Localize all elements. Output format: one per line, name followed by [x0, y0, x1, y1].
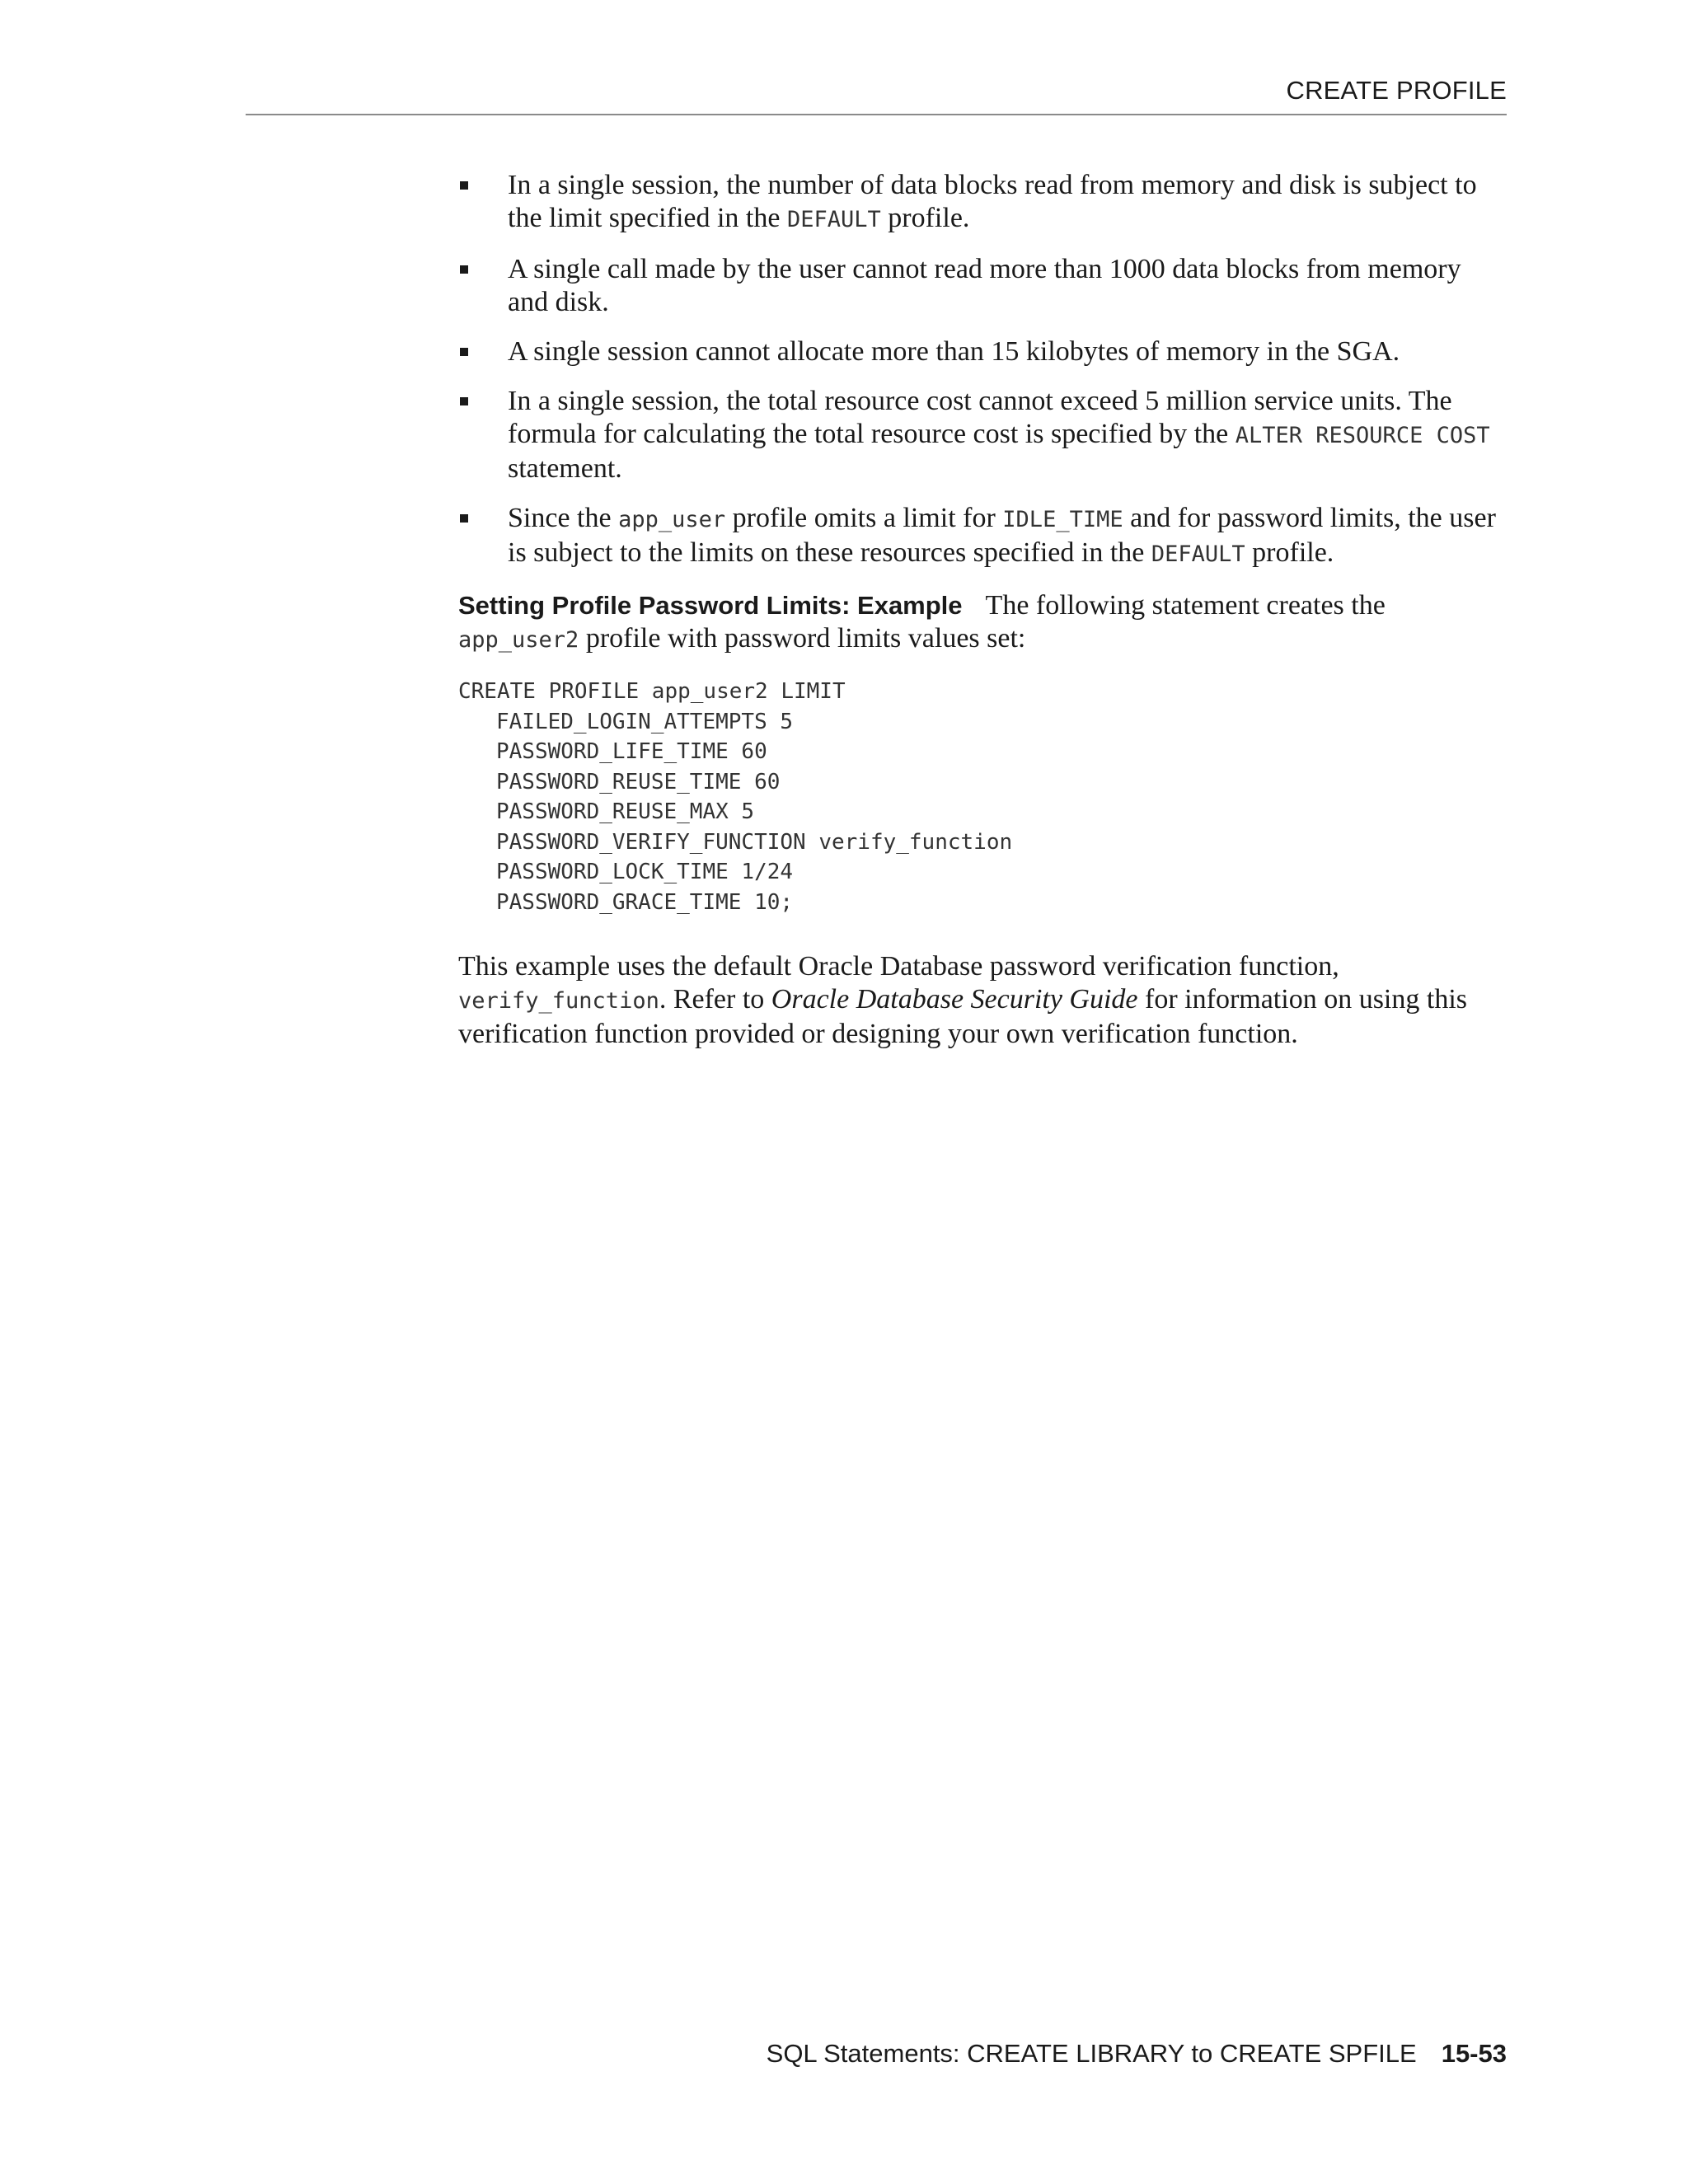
- closing-text: for information on using this verification function provided or designing your own verification function.: [458, 984, 1467, 1049]
- inline-code: DEFAULT: [1151, 541, 1245, 567]
- square-bullet-icon: [460, 181, 468, 190]
- square-bullet-icon: [460, 348, 468, 356]
- bullet-text: A single call made by the user cannot read more than 1000 data blocks from memory and disk.: [508, 254, 1461, 317]
- closing-paragraph: [458, 950, 1507, 1051]
- code-line: PASSWORD_REUSE_TIME 60: [496, 769, 781, 794]
- bullet-list: [458, 169, 1507, 571]
- page-header: [246, 73, 1507, 115]
- example-text: profile with password limits values set:: [579, 623, 1026, 654]
- bullet-text: statement.: [508, 453, 622, 484]
- code-line: FAILED_LOGIN_ATTEMPTS 5: [496, 709, 794, 734]
- code-line: CREATE PROFILE app_user2 LIMIT: [458, 679, 846, 704]
- inline-code: app_user: [618, 507, 726, 532]
- bullet-item: [458, 385, 1507, 485]
- bullet-item: [458, 253, 1507, 319]
- bullet-item: [458, 335, 1507, 368]
- bullet-text: A single session cannot allocate more than 15 kilobytes of memory in the SGA.: [508, 336, 1400, 367]
- page-content: [458, 169, 1507, 1051]
- running-head: CREATE PROFILE: [1286, 76, 1507, 105]
- inline-code: app_user2: [458, 627, 579, 653]
- inline-code: IDLE_TIME: [1002, 507, 1123, 532]
- bullet-text: and for password limits, the user is subject to the limits on these resources specified in the: [508, 503, 1496, 568]
- square-bullet-icon: [460, 265, 468, 274]
- bullet-item: [458, 169, 1507, 237]
- page-footer: [767, 2039, 1507, 2069]
- bullet-text: profile.: [1245, 537, 1334, 568]
- closing-text: . Refer to: [659, 984, 771, 1015]
- square-bullet-icon: [460, 397, 468, 405]
- bullet-text: profile omits a limit for: [725, 503, 1003, 533]
- code-line: PASSWORD_LIFE_TIME 60: [496, 739, 767, 764]
- bullet-text: In a single session, the total resource cost cannot exceed 5 million service units. The formula for calculating the total resource cost is specified by the: [508, 386, 1452, 449]
- bullet-text: In a single session, the number of data blocks read from memory and disk is subject to the limit specified in the: [508, 170, 1477, 233]
- bullet-text: Since the: [508, 503, 619, 533]
- square-bullet-icon: [460, 514, 468, 523]
- example-paragraph: [458, 589, 1507, 657]
- inline-code: verify_function: [458, 988, 659, 1014]
- book-title-reference: Oracle Database Security Guide: [771, 984, 1138, 1015]
- bullet-item: [458, 502, 1507, 571]
- footer-title: SQL Statements: CREATE LIBRARY to CREATE SPFILE: [766, 2039, 1417, 2068]
- bullet-text: profile.: [880, 203, 970, 233]
- code-block: [458, 677, 1507, 917]
- code-line: PASSWORD_VERIFY_FUNCTION verify_function: [496, 829, 1013, 855]
- inline-code: DEFAULT: [786, 207, 881, 232]
- closing-text: This example uses the default Oracle Database password verification function,: [458, 951, 1339, 982]
- page-number: 15-53: [1441, 2039, 1507, 2068]
- code-line: PASSWORD_LOCK_TIME 1/24: [496, 860, 794, 884]
- code-line: PASSWORD_GRACE_TIME 10;: [496, 889, 794, 915]
- code-line: PASSWORD_REUSE_MAX 5: [496, 799, 755, 824]
- example-heading: Setting Profile Password Limits: Example: [458, 591, 963, 620]
- example-text: The following statement creates the: [985, 590, 1386, 621]
- inline-code: ALTER RESOURCE COST: [1235, 423, 1490, 448]
